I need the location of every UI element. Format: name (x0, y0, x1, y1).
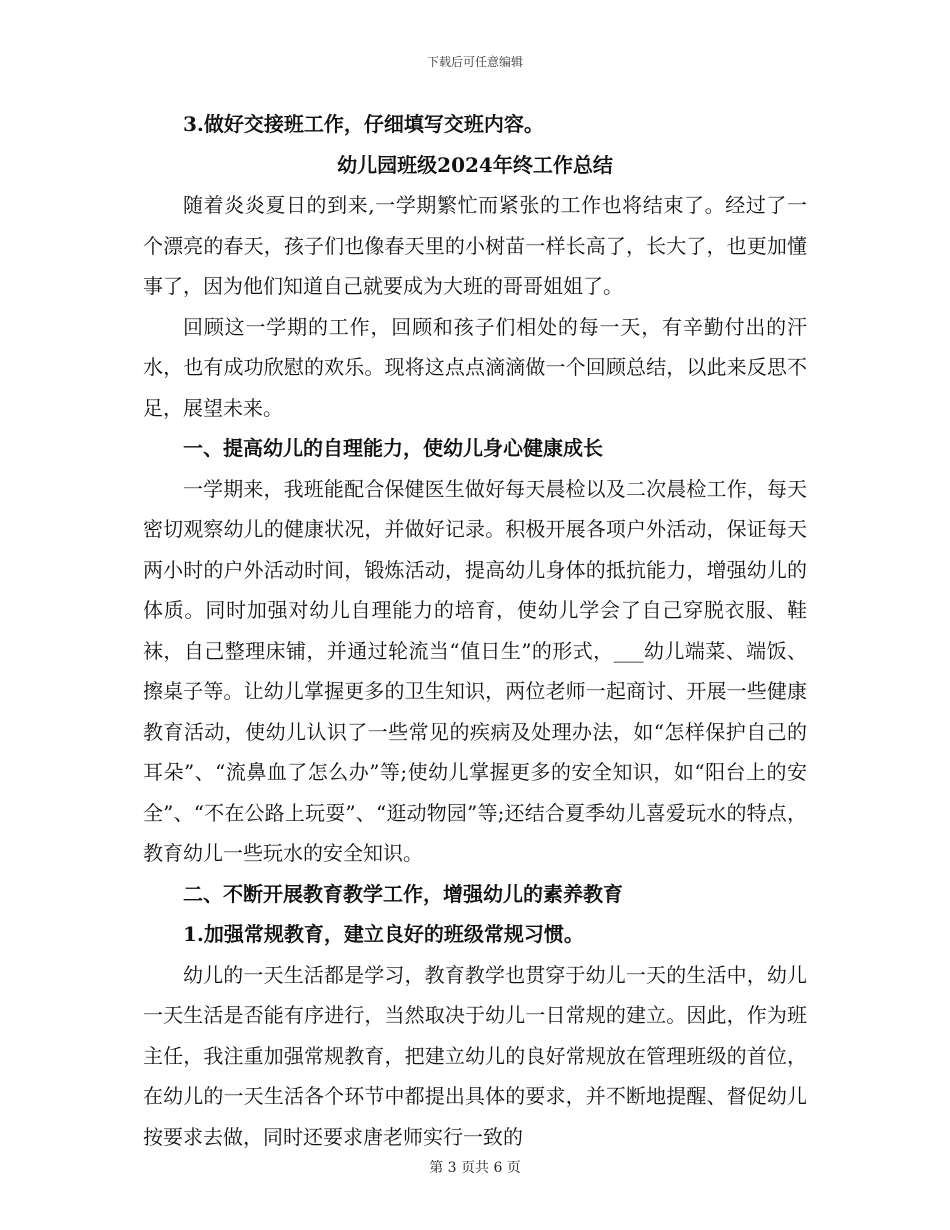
page-header: 下载后可任意编辑 (426, 55, 523, 69)
document-body (143, 104, 807, 1157)
paragraph-2: 回顾这一学期的工作，回顾和孩子们相处的每一天，有辛勤付出的汗水，也有成功欣慰的欢乐。现将这点点滴滴做一个回顾总结，以此来反思不足，展望未来。 (143, 314, 807, 420)
section-heading-2: 二、不断开展教育教学工作，增强幼儿的素养教育 (183, 881, 623, 906)
subheading-1: 1.加强常规教育，建立良好的班级常规习惯。 (183, 922, 584, 946)
page-footer: 第 3 页共 6 页 (429, 1160, 521, 1176)
paragraph-3: 一学期来，我班能配合保健医生做好每天晨检以及二次晨检工作，每天密切观察幼儿的健康状况，并做好记录。积极开展各项户外活动，保证每天两小时的户外活动时间，锻炼活动，提高幼儿身体的抵抗能力，增强幼儿的体质。同时加强对幼儿自理能力的培育，使幼儿学会了自己穿脱衣服、鞋袜，自己整理床铺，并通过轮流当“值日生”的形式，___幼儿端菜、端饭、擦桌子等。让幼儿掌握更多的卫生知识，两位老师一起商讨、开展一些健康教育活动，使幼儿认识了一些常见的疾病及处理办法，如“怎样保护自己的耳朵”、“流鼻血了怎么办”等;使幼儿掌握更多的安全知识，如“阳台上的安全”、“不在公路上玩耍”、“逛动物园”等;还结合夏季幼儿喜爱玩水的特点，教育幼儿一些玩水的安全知识。 (143, 476, 807, 865)
paragraph-4: 幼儿的一天生活都是学习，教育教学也贯穿于幼儿一天的生活中，幼儿一天生活是否能有序进行，当然取决于幼儿一日常规的建立。因此，作为班主任，我注重加强常规教育，把建立幼儿的良好常规放在管理班级的首位，在幼儿的一天生活各个环节中都提出具体的要求，并不断地提醒、督促幼儿按要求去做，同时还要求唐老师实行一致的 (143, 962, 807, 1149)
section-heading-1: 一、提高幼儿的自理能力，使幼儿身心健康成长 (183, 436, 603, 460)
list-item-3: 3.做好交接班工作，仔细填写交班内容。 (183, 112, 544, 136)
paragraph-1: 随着炎炎夏日的到来,一学期繁忙而紧张的工作也将结束了。经过了一个漂亮的春天，孩子们也像春天里的小树苗一样长高了，长大了，也更加懂事了，因为他们知道自己就要成为大班的哥哥姐姐了。 (143, 193, 807, 298)
document-title: 幼儿园班级2024年终工作总结 (337, 152, 613, 177)
